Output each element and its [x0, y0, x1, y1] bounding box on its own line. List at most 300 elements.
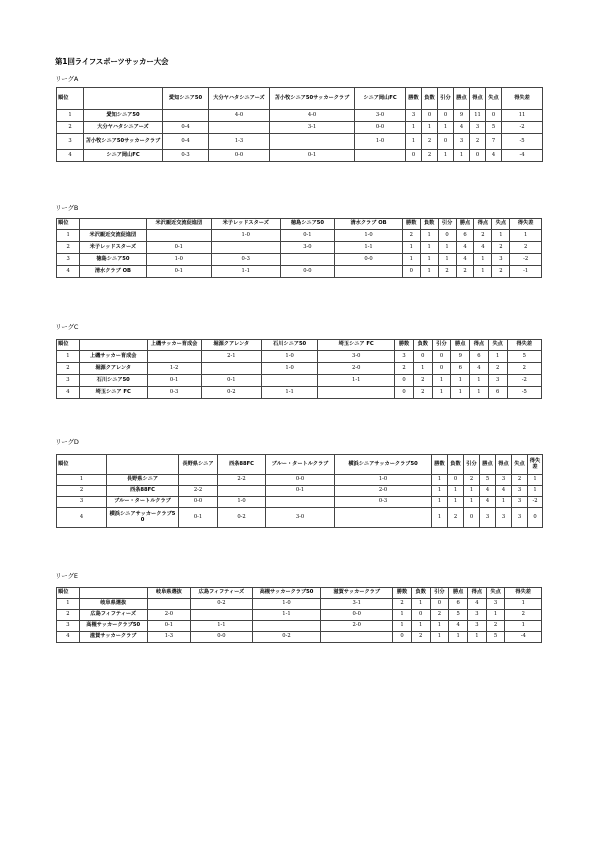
opponent-header: 米沢親近交流促進団 [146, 219, 211, 230]
stat-cell: 3 [492, 254, 510, 266]
team-name-header [84, 88, 163, 110]
stat-cell: 1 [393, 621, 412, 632]
result-cell: 3-0 [355, 110, 406, 122]
stat-cell: 1 [422, 122, 438, 134]
result-cell [163, 110, 209, 122]
result-cell: 0-4 [163, 134, 209, 150]
result-cell: 1-0 [218, 497, 266, 508]
stat-cell: 9 [451, 351, 470, 363]
stat-cell: 3 [454, 134, 470, 150]
stat-cell: 1 [496, 497, 512, 508]
table-row [57, 351, 542, 363]
result-cell: 1-0 [335, 475, 432, 486]
opponent-header: 清水クラブ OB [335, 219, 402, 230]
rank-cell: 3 [57, 134, 84, 150]
table-row [57, 486, 543, 497]
opponent-header: 岐阜県選抜 [147, 588, 191, 599]
stat-cell: 1 [510, 230, 542, 242]
rank-cell: 3 [57, 375, 80, 387]
stat-cell: -4 [505, 632, 542, 643]
stat-cell: 1 [420, 230, 438, 242]
stat-cell: 4 [468, 599, 487, 610]
stat-cell: 1 [492, 230, 510, 242]
stat-cell: 3 [512, 486, 528, 497]
table-row [57, 387, 542, 399]
stat-cell: 5 [449, 610, 468, 621]
result-cell [211, 242, 280, 254]
team-name-cell: 苫小牧シニア50サッカークラブ [84, 134, 163, 150]
stat-header: 失点 [512, 455, 528, 475]
result-cell: 1-0 [262, 363, 318, 375]
stat-cell: 3 [496, 475, 512, 486]
stat-cell: 2 [413, 375, 432, 387]
stat-cell: 0 [438, 134, 454, 150]
result-cell: 0-2 [191, 599, 252, 610]
stat-header: 勝数 [406, 88, 422, 110]
stat-cell: 2 [486, 621, 505, 632]
result-cell: 3-1 [321, 599, 393, 610]
result-cell [252, 621, 321, 632]
stat-header: 負数 [411, 588, 430, 599]
stat-cell: 3 [406, 110, 422, 122]
stat-cell: 6 [449, 599, 468, 610]
stat-cell: 0 [395, 375, 414, 387]
opponent-header: 徳島シニア50 [280, 219, 335, 230]
result-cell [270, 134, 355, 150]
stat-cell: 4 [456, 242, 474, 254]
result-cell [209, 122, 270, 134]
table-row [57, 254, 542, 266]
opponent-header: 大分ヤハタシニアーズ [209, 88, 270, 110]
stat-header: 勝点 [454, 88, 470, 110]
stat-cell: 7 [486, 134, 502, 150]
stat-cell: 1 [420, 254, 438, 266]
opponent-header: シニア岡山FC [355, 88, 406, 110]
stat-cell: 1 [402, 242, 420, 254]
stat-cell: -2 [510, 254, 542, 266]
stat-cell: -2 [528, 497, 543, 508]
stat-cell: 1 [411, 599, 430, 610]
stat-cell: 0 [486, 110, 502, 122]
result-cell: 0-2 [201, 387, 261, 399]
result-cell: 1-3 [209, 134, 270, 150]
table-row [57, 508, 543, 528]
stat-header: 勝点 [451, 340, 470, 351]
stat-cell: 1 [474, 266, 492, 278]
league-c-table [56, 339, 542, 399]
result-cell: 1-0 [355, 134, 406, 150]
rank-cell: 4 [57, 266, 80, 278]
rank-header: 順位 [57, 219, 80, 230]
stat-header: 負数 [413, 340, 432, 351]
rank-header: 順位 [57, 340, 80, 351]
stat-cell: 2 [507, 363, 541, 375]
stat-cell: 2 [456, 266, 474, 278]
rank-cell: 4 [57, 150, 84, 162]
stat-cell: 4 [496, 486, 512, 497]
opponent-header: 滋賀サッカークラブ [321, 588, 393, 599]
stat-cell: 0 [395, 387, 414, 399]
team-name-cell: 徳島シニア50 [80, 254, 146, 266]
result-cell: 0-1 [147, 375, 201, 387]
stat-cell: 3 [488, 375, 507, 387]
stat-cell: 1 [464, 486, 480, 497]
stat-cell: 2 [411, 632, 430, 643]
team-name-cell: 埼玉シニア FC [79, 387, 147, 399]
stat-cell: 0 [528, 508, 543, 528]
rank-cell: 1 [57, 351, 80, 363]
stat-cell: 4 [449, 621, 468, 632]
result-cell: 2-0 [147, 610, 191, 621]
stat-cell: 1 [451, 387, 470, 399]
stat-cell: 4 [456, 254, 474, 266]
team-name-cell: 横浜シニアサッカークラブ50 [107, 508, 179, 528]
table-row [57, 632, 542, 643]
stat-cell: 4 [480, 497, 496, 508]
stat-cell: 1 [474, 254, 492, 266]
stat-cell: 0 [432, 351, 451, 363]
result-cell: 0-1 [270, 150, 355, 162]
stat-cell: 5 [480, 475, 496, 486]
table-header-row [57, 340, 542, 351]
stat-cell: -5 [507, 387, 541, 399]
stat-cell: 3 [395, 351, 414, 363]
stat-cell: 5 [507, 351, 541, 363]
result-cell: 2-0 [321, 621, 393, 632]
stat-cell: 1 [432, 497, 448, 508]
stat-header: 引分 [438, 219, 456, 230]
stat-cell: 1 [448, 497, 464, 508]
team-name-cell: 高槻サッカークラブ50 [79, 621, 147, 632]
result-cell: 1-1 [262, 387, 318, 399]
table-row [57, 599, 542, 610]
stat-cell: 0 [430, 599, 449, 610]
result-cell: 1-0 [335, 230, 402, 242]
rank-header: 順位 [57, 88, 84, 110]
result-cell [218, 486, 266, 497]
rank-cell: 4 [57, 508, 107, 528]
stat-cell: 4 [480, 486, 496, 497]
stat-cell: 1 [432, 475, 448, 486]
stat-cell: 3 [496, 508, 512, 528]
stat-cell: 3 [486, 599, 505, 610]
stat-header: 引分 [464, 455, 480, 475]
result-cell [318, 387, 395, 399]
result-cell: 2-0 [335, 486, 432, 497]
opponent-header: 苫小牧シニア50サッカークラブ [270, 88, 355, 110]
league-d-table [56, 454, 543, 528]
result-cell: 0-4 [163, 122, 209, 134]
stat-cell: 1 [402, 254, 420, 266]
stat-cell: 3 [468, 610, 487, 621]
opponent-header: 高槻サッカークラブ50 [252, 588, 321, 599]
table-row [57, 122, 543, 134]
stat-cell: 6 [451, 363, 470, 375]
stat-cell: 1 [438, 150, 454, 162]
result-cell: 3-0 [266, 508, 335, 528]
table-row [57, 134, 543, 150]
stat-cell: 1 [470, 387, 489, 399]
stat-header: 負数 [448, 455, 464, 475]
stat-cell: 0 [413, 351, 432, 363]
result-cell: 0-3 [147, 387, 201, 399]
result-cell: 0-0 [355, 122, 406, 134]
stat-cell: 1 [470, 375, 489, 387]
result-cell: 0-0 [266, 475, 335, 486]
stat-header: 勝数 [402, 219, 420, 230]
stat-cell: 2 [422, 134, 438, 150]
stat-cell: 6 [488, 387, 507, 399]
rank-cell: 1 [57, 230, 80, 242]
stat-cell: 2 [492, 242, 510, 254]
stat-header: 引分 [430, 588, 449, 599]
stat-cell: 3 [470, 122, 486, 134]
stat-header: 勝点 [456, 219, 474, 230]
result-cell: 3-1 [270, 122, 355, 134]
stat-header: 得失差 [510, 219, 542, 230]
table-row [57, 375, 542, 387]
result-cell: 1-3 [147, 632, 191, 643]
table-header-row [57, 219, 542, 230]
result-cell: 0-1 [266, 486, 335, 497]
table-row [57, 150, 543, 162]
result-cell: 1-1 [252, 610, 321, 621]
team-name-header [80, 219, 146, 230]
stat-header: 失点 [486, 88, 502, 110]
stat-cell: 1 [432, 508, 448, 528]
result-cell: 3-0 [280, 242, 335, 254]
stat-cell: 3 [468, 621, 487, 632]
rank-cell: 4 [57, 632, 80, 643]
league-b-label: リーグB [55, 204, 79, 212]
stat-cell: 2 [505, 610, 542, 621]
team-name-cell: 大分ヤハタシニアーズ [84, 122, 163, 134]
team-name-header [79, 340, 147, 351]
rank-cell: 3 [57, 497, 107, 508]
stat-header: 得点 [496, 455, 512, 475]
stat-cell: 3 [512, 508, 528, 528]
team-name-cell: 滋賀サッカークラブ [79, 632, 147, 643]
league-e-label: リーグE [55, 572, 78, 580]
result-cell: 0-2 [218, 508, 266, 528]
result-cell: 1-0 [252, 599, 321, 610]
table-row [57, 610, 542, 621]
page-title: 第1回ライフスポーツサッカー大会 [55, 57, 169, 66]
stat-cell: 1 [468, 632, 487, 643]
result-cell [146, 230, 211, 242]
result-cell [280, 254, 335, 266]
opponent-header: 上磯サッカー育成会 [147, 340, 201, 351]
team-name-cell: シニア岡山FC [84, 150, 163, 162]
stat-cell: 1 [449, 632, 468, 643]
stat-cell: 0 [411, 610, 430, 621]
stat-cell: 1 [420, 266, 438, 278]
result-cell [335, 266, 402, 278]
stat-header: 勝点 [480, 455, 496, 475]
stat-cell: 0 [393, 632, 412, 643]
stat-cell: 1 [438, 254, 456, 266]
stat-cell: 1 [432, 387, 451, 399]
league-a-table [56, 87, 543, 162]
rank-cell: 1 [57, 599, 80, 610]
stat-cell: 6 [456, 230, 474, 242]
team-name-cell: 上磯サッカー育成会 [79, 351, 147, 363]
result-cell: 0-1 [146, 242, 211, 254]
team-name-cell: ブルー・タートルクラブ [107, 497, 179, 508]
result-cell [321, 632, 393, 643]
stat-header: 得点 [474, 219, 492, 230]
result-cell: 0-0 [280, 266, 335, 278]
result-cell: 1-1 [211, 266, 280, 278]
stat-cell: 2 [393, 599, 412, 610]
stat-cell: 0 [438, 230, 456, 242]
rank-cell: 3 [57, 254, 80, 266]
result-cell: 0-1 [146, 266, 211, 278]
stat-cell: -4 [502, 150, 543, 162]
table-row [57, 475, 543, 486]
stat-cell: 2 [448, 508, 464, 528]
rank-cell: 3 [57, 621, 80, 632]
result-cell: 0-2 [252, 632, 321, 643]
stat-cell: -2 [502, 122, 543, 134]
result-cell [262, 375, 318, 387]
stat-cell: 1 [505, 599, 542, 610]
league-c-label: リーグC [55, 323, 79, 331]
stat-cell: 0 [432, 363, 451, 375]
stat-cell: 1 [430, 632, 449, 643]
table-row [57, 266, 542, 278]
result-cell [355, 150, 406, 162]
opponent-header: ブルー・タートルクラブ [266, 455, 335, 475]
league-b-table [56, 218, 542, 278]
stat-cell: 1 [406, 122, 422, 134]
stat-cell: 4 [474, 242, 492, 254]
stat-cell: -2 [507, 375, 541, 387]
stat-cell: 5 [486, 632, 505, 643]
result-cell: 3-0 [318, 351, 395, 363]
table-row [57, 230, 542, 242]
stat-cell: -5 [502, 134, 543, 150]
stat-cell: 1 [454, 150, 470, 162]
opponent-header: 埼玉シニア FC [318, 340, 395, 351]
stat-cell: 3 [512, 497, 528, 508]
stat-header: 得失差 [505, 588, 542, 599]
result-cell: 2-2 [218, 475, 266, 486]
result-cell: 0-3 [211, 254, 280, 266]
result-cell [147, 599, 191, 610]
result-cell: 0-1 [147, 621, 191, 632]
stat-cell: 0 [470, 150, 486, 162]
stat-cell: 2 [474, 230, 492, 242]
stat-cell: 2 [413, 387, 432, 399]
team-name-header [107, 455, 179, 475]
stat-cell: 2 [402, 230, 420, 242]
result-cell: 1-2 [147, 363, 201, 375]
result-cell: 0-0 [335, 254, 402, 266]
stat-cell: 1 [528, 486, 543, 497]
opponent-header: 愛知シニア50 [163, 88, 209, 110]
result-cell: 1-1 [335, 242, 402, 254]
result-cell: 0-1 [280, 230, 335, 242]
stat-cell: 2 [395, 363, 414, 375]
table-row [57, 497, 543, 508]
stat-cell: 2 [488, 363, 507, 375]
stat-cell: 0 [422, 110, 438, 122]
stat-header: 得失差 [528, 455, 543, 475]
opponent-header: 長野県シニア [179, 455, 218, 475]
team-name-cell: 長野県シニア [107, 475, 179, 486]
stat-cell: 4 [454, 122, 470, 134]
result-cell [266, 497, 335, 508]
stat-header: 失点 [486, 588, 505, 599]
result-cell: 1-0 [262, 351, 318, 363]
stat-cell: 2 [438, 266, 456, 278]
rank-cell: 1 [57, 475, 107, 486]
team-name-cell: 西条88FC [107, 486, 179, 497]
stat-cell: 1 [413, 363, 432, 375]
result-cell: 1-0 [211, 230, 280, 242]
stat-header: 得点 [470, 340, 489, 351]
result-cell: 1-1 [191, 621, 252, 632]
stat-header: 勝数 [432, 455, 448, 475]
result-cell: 2-0 [318, 363, 395, 375]
stat-cell: 0 [448, 475, 464, 486]
team-name-cell: 清水クラブ OB [80, 266, 146, 278]
stat-cell: 2 [422, 150, 438, 162]
team-name-cell: 石川シニア50 [79, 375, 147, 387]
rank-header: 順位 [57, 455, 107, 475]
stat-cell: 1 [528, 475, 543, 486]
rank-cell: 2 [57, 122, 84, 134]
result-cell: 1-1 [318, 375, 395, 387]
stat-header: 得失差 [502, 88, 543, 110]
table-row [57, 621, 542, 632]
team-name-cell: 米沢親近交流促進団 [80, 230, 146, 242]
stat-cell: 1 [464, 497, 480, 508]
stat-cell: 4 [470, 363, 489, 375]
stat-cell: 2 [470, 134, 486, 150]
result-cell: 0-1 [201, 375, 261, 387]
opponent-header: 堀源クアレンタ [201, 340, 261, 351]
result-cell: 2-2 [179, 486, 218, 497]
stat-cell: 1 [488, 351, 507, 363]
stat-cell: 5 [486, 122, 502, 134]
rank-cell: 4 [57, 387, 80, 399]
team-name-cell: 岐阜県選抜 [79, 599, 147, 610]
table-row [57, 363, 542, 375]
result-cell: 0-0 [321, 610, 393, 621]
result-cell [179, 475, 218, 486]
team-name-cell: 愛知シニア50 [84, 110, 163, 122]
stat-cell: 9 [454, 110, 470, 122]
stat-cell: 1 [411, 621, 430, 632]
result-cell [147, 351, 201, 363]
stat-cell: -1 [510, 266, 542, 278]
stat-cell: 1 [438, 242, 456, 254]
rank-header: 順位 [57, 588, 80, 599]
stat-cell: 1 [432, 486, 448, 497]
stat-header: 得点 [470, 88, 486, 110]
table-header-row [57, 88, 543, 110]
rank-cell: 1 [57, 110, 84, 122]
stat-cell: 0 [438, 110, 454, 122]
result-cell [201, 363, 261, 375]
stat-header: 得点 [468, 588, 487, 599]
stat-header: 負数 [420, 219, 438, 230]
team-name-cell: 広島フィフティーズ [79, 610, 147, 621]
stat-cell: 1 [406, 134, 422, 150]
result-cell: 0-0 [191, 632, 252, 643]
